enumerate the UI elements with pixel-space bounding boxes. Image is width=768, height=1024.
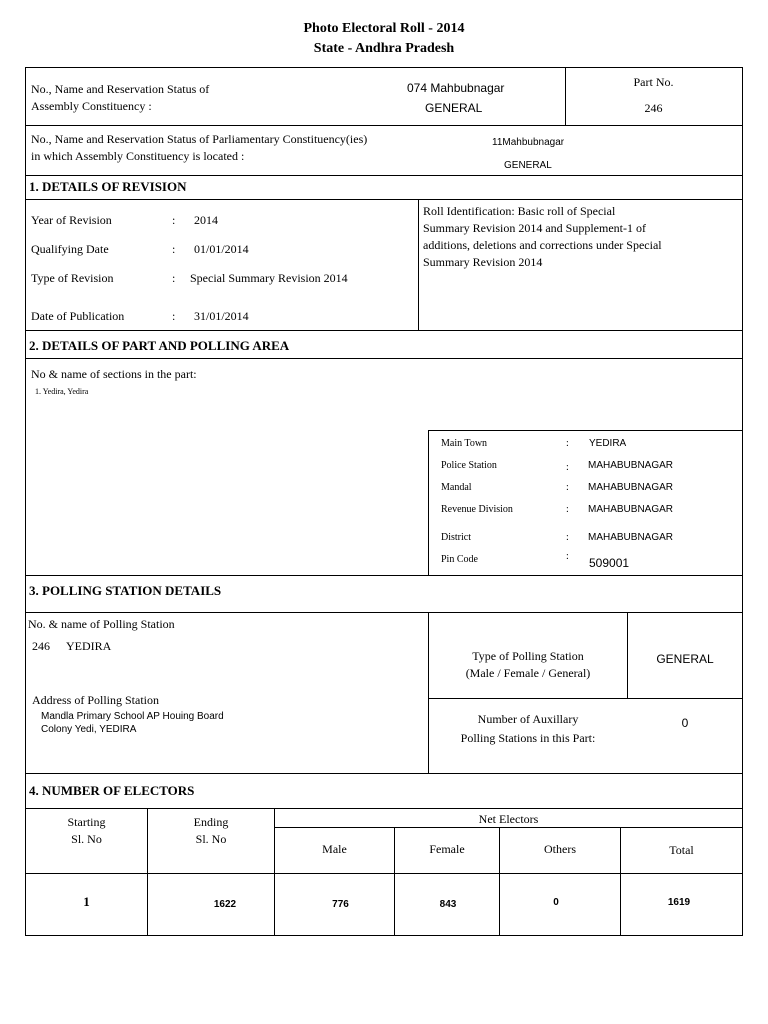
starting-sl-label-line2: Sl. No xyxy=(71,832,102,846)
revision-type-value: Special Summary Revision 2014 xyxy=(190,271,348,285)
electors-heading: 4. NUMBER OF ELECTORS xyxy=(29,783,195,798)
male-value: 776 xyxy=(332,899,349,910)
pin-code-colon: : xyxy=(566,551,569,562)
revenue-division-colon: : xyxy=(566,504,569,515)
total-column-header: Total xyxy=(669,843,694,857)
revision-year-label: Year of Revision xyxy=(31,213,112,227)
revision-heading: 1. DETAILS OF REVISION xyxy=(29,179,187,194)
revision-publication-colon: : xyxy=(172,309,176,323)
mandal-colon: : xyxy=(566,482,569,493)
revision-qualifying-value: 01/01/2014 xyxy=(194,242,249,256)
others-column-header: Others xyxy=(544,842,576,856)
roll-id-line4: Summary Revision 2014 xyxy=(423,255,543,269)
station-label: No. & name of Polling Station xyxy=(28,617,175,631)
starting-sl-label-line1: Starting xyxy=(67,815,106,829)
revision-type-label: Type of Revision xyxy=(31,271,114,285)
revision-year-colon: : xyxy=(172,213,176,227)
station-name: YEDIRA xyxy=(66,639,112,653)
parliamentary-status-value: GENERAL xyxy=(504,160,552,171)
pin-code-value: 509001 xyxy=(589,556,630,570)
main-town-label: Main Town xyxy=(441,438,488,449)
revenue-division-label: Revenue Division xyxy=(441,504,513,515)
parliamentary-label-line1: No., Name and Reservation Status of Parliamentary Constituency(ies) xyxy=(31,132,368,146)
others-value: 0 xyxy=(553,897,559,908)
station-type-label-line1: Type of Polling Station xyxy=(472,649,584,663)
page-subtitle: State - Andhra Pradesh xyxy=(313,41,455,56)
station-type-value: GENERAL xyxy=(656,652,714,666)
main-town-value: YEDIRA xyxy=(589,438,627,449)
page-title: Photo Electoral Roll - 2014 xyxy=(303,21,465,36)
assembly-name-value: 074 Mahbubnagar xyxy=(407,81,505,95)
net-electors-label: Net Electors xyxy=(478,812,539,826)
revenue-division-value: MAHABUBNAGAR xyxy=(588,504,674,515)
ending-sl-label-line2: Sl. No xyxy=(195,832,227,846)
auxiliary-label-line1: Number of Auxillary xyxy=(477,712,579,726)
assembly-label-line1: No., Name and Reservation Status of xyxy=(31,82,210,96)
revision-year-value: 2014 xyxy=(194,213,218,227)
female-value: 843 xyxy=(439,899,457,910)
starting-sl-value: 1 xyxy=(83,894,90,909)
roll-id-line2: Summary Revision 2014 and Supplement-1 of xyxy=(423,221,646,235)
station-number: 246 xyxy=(32,639,50,653)
polling-heading: 3. POLLING STATION DETAILS xyxy=(29,583,222,598)
police-station-value: MAHABUBNAGAR xyxy=(588,460,674,471)
part-no-label: Part No. xyxy=(633,75,674,89)
station-type-label-line2: (Male / Female / General) xyxy=(465,666,591,680)
auxiliary-label-line2: Polling Stations in this Part: xyxy=(460,731,596,745)
pin-code-label: Pin Code xyxy=(441,554,478,565)
assembly-status-value: GENERAL xyxy=(425,101,483,115)
sections-value: 1. Yedira, Yedira xyxy=(35,387,89,396)
revision-qualifying-label: Qualifying Date xyxy=(31,242,109,256)
auxiliary-value: 0 xyxy=(681,716,689,730)
revision-qualifying-colon: : xyxy=(172,242,176,256)
part-no-value: 246 xyxy=(644,101,663,115)
address-label: Address of Polling Station xyxy=(32,693,160,707)
address-line1: Mandla Primary School AP Houing Board xyxy=(41,711,224,722)
roll-id-line3: additions, deletions and corrections under Special xyxy=(423,238,662,252)
district-colon: : xyxy=(566,532,569,543)
police-station-colon: : xyxy=(566,462,569,473)
parliamentary-label-line2: in which Assembly Constituency is located : xyxy=(31,149,245,163)
roll-id-line1: Roll Identification: Basic roll of Special xyxy=(423,204,616,218)
district-label: District xyxy=(441,532,471,543)
assembly-label-line2: Assembly Constituency : xyxy=(31,99,152,113)
parliamentary-name-value: 11Mahbubnagar xyxy=(492,137,565,148)
ending-sl-label-line1: Ending xyxy=(193,815,229,829)
female-column-header: Female xyxy=(429,842,465,856)
mandal-label: Mandal xyxy=(441,482,472,493)
revision-publication-label: Date of Publication xyxy=(31,309,125,323)
mandal-value: MAHABUBNAGAR xyxy=(588,482,674,493)
total-value: 1619 xyxy=(667,897,691,908)
sections-label: No & name of sections in the part: xyxy=(31,367,197,381)
police-station-label: Police Station xyxy=(441,460,497,471)
part-heading: 2. DETAILS OF PART AND POLLING AREA xyxy=(29,338,290,353)
main-town-colon: : xyxy=(566,438,569,449)
revision-type-colon: : xyxy=(172,271,176,285)
revision-publication-value: 31/01/2014 xyxy=(194,309,249,323)
ending-sl-value: 1622 xyxy=(213,899,237,910)
male-column-header: Male xyxy=(322,842,347,856)
address-line2: Colony Yedi, YEDIRA xyxy=(41,724,137,735)
district-value: MAHABUBNAGAR xyxy=(588,532,674,543)
